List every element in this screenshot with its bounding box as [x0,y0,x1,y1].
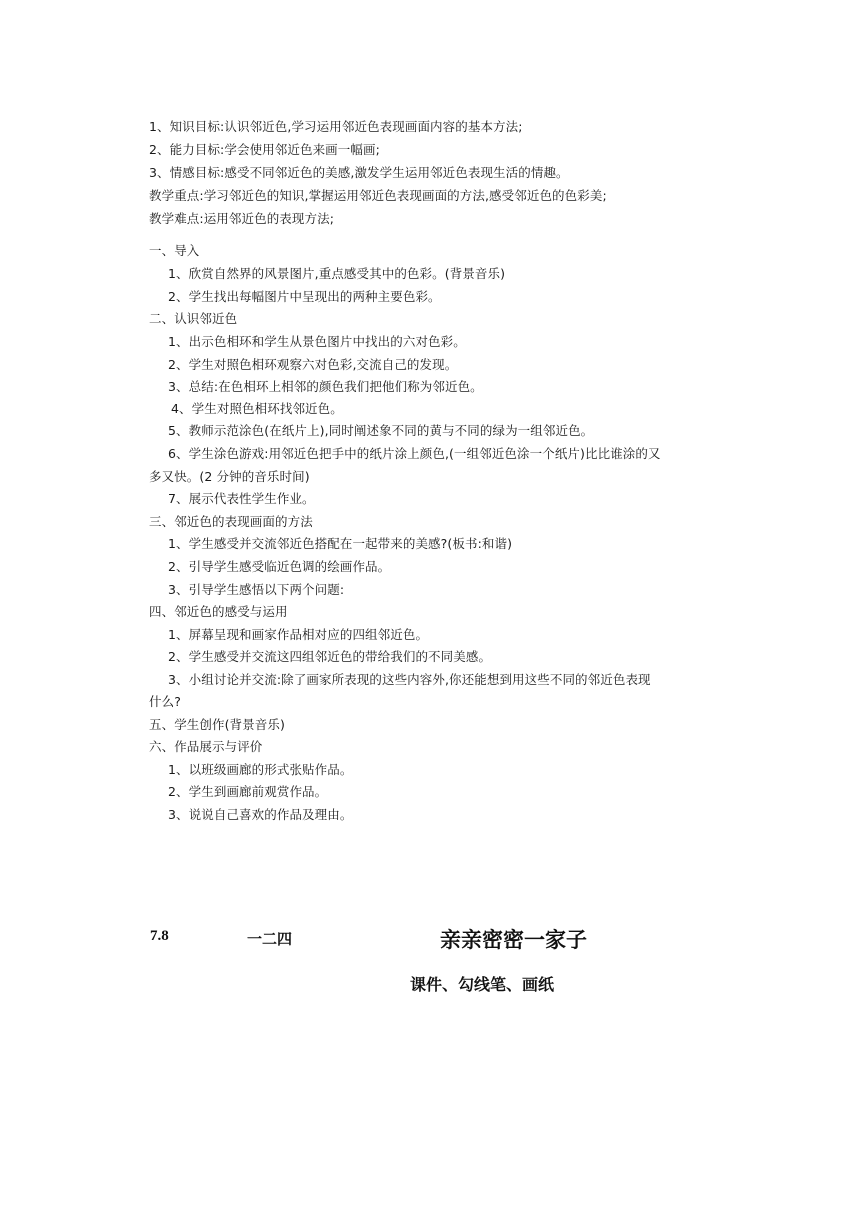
section-item: 2、引导学生感受临近色调的绘画作品。 [168,559,391,574]
section-heading: 六、作品展示与评价 [149,739,263,754]
section-item: 3、总结:在色相环上相邻的颜色我们把他们称为邻近色。 [168,379,483,394]
section-item: 5、教师示范涂色(在纸片上),同时阐述象不同的黄与不同的绿为一组邻近色。 [168,423,594,438]
section-item: 3、小组讨论并交流:除了画家所表现的这些内容外,你还能想到用这些不同的邻近色表现 [168,672,651,687]
section-item: 1、出示色相环和学生从景色图片中找出的六对色彩。 [168,334,466,349]
objective-knowledge: 1、知识目标:认识邻近色,学习运用邻近色表现画面内容的基本方法; [149,119,523,134]
section-item: 1、以班级画廊的形式张贴作品。 [168,762,353,777]
objective-ability: 2、能力目标:学会使用邻近色来画一幅画; [149,142,380,157]
section-heading: 五、学生创作(背景音乐) [149,717,285,732]
section-heading: 三、邻近色的表现画面的方法 [149,514,313,529]
lesson-materials: 课件、勾线笔、画纸 [410,975,555,994]
teaching-difficulty: 教学难点:运用邻近色的表现方法; [149,211,335,226]
section-heading: 一、导入 [149,243,200,258]
section-item: 2、学生到画廊前观赏作品。 [168,784,328,799]
section-item: 6、学生涂色游戏:用邻近色把手中的纸片涂上颜色,(一组邻近色涂一个纸片)比比谁涂的又 [168,446,661,461]
section-item: 2、学生感受并交流这四组邻近色的带给我们的不同美感。 [168,649,492,664]
section-heading: 二、认识邻近色 [149,311,238,326]
lesson-date: 7.8 [150,928,169,944]
section-item: 7、展示代表性学生作业。 [168,491,315,506]
lesson-grade: 一二四 [247,932,293,948]
section-item: 3、说说自己喜欢的作品及理由。 [168,807,353,822]
section-item: 4、学生对照色相环找邻近色。 [171,401,343,416]
teaching-key-point: 教学重点:学习邻近色的知识,掌握运用邻近色表现画面的方法,感受邻近色的色彩美; [149,188,607,203]
lesson-title: 亲亲密密一家子 [440,928,587,952]
section-item: 1、欣赏自然界的风景图片,重点感受其中的色彩。(背景音乐) [168,266,506,281]
section-item: 2、学生找出每幅图片中呈现出的两种主要色彩。 [168,289,441,304]
section-item-continued: 多又快。(2 分钟的音乐时间) [149,469,310,484]
section-item-continued: 什么? [149,694,181,709]
objective-emotion: 3、情感目标:感受不同邻近色的美感,激发学生运用邻近色表现生活的情趣。 [149,165,569,180]
section-heading: 四、邻近色的感受与运用 [149,604,288,619]
section-item: 3、引导学生感悟以下两个问题: [168,582,345,597]
section-item: 1、屏幕呈现和画家作品相对应的四组邻近色。 [168,627,429,642]
section-item: 1、学生感受并交流邻近色搭配在一起带来的美感?(板书:和谐) [168,536,513,551]
section-item: 2、学生对照色相环观察六对色彩,交流自己的发现。 [168,357,458,372]
